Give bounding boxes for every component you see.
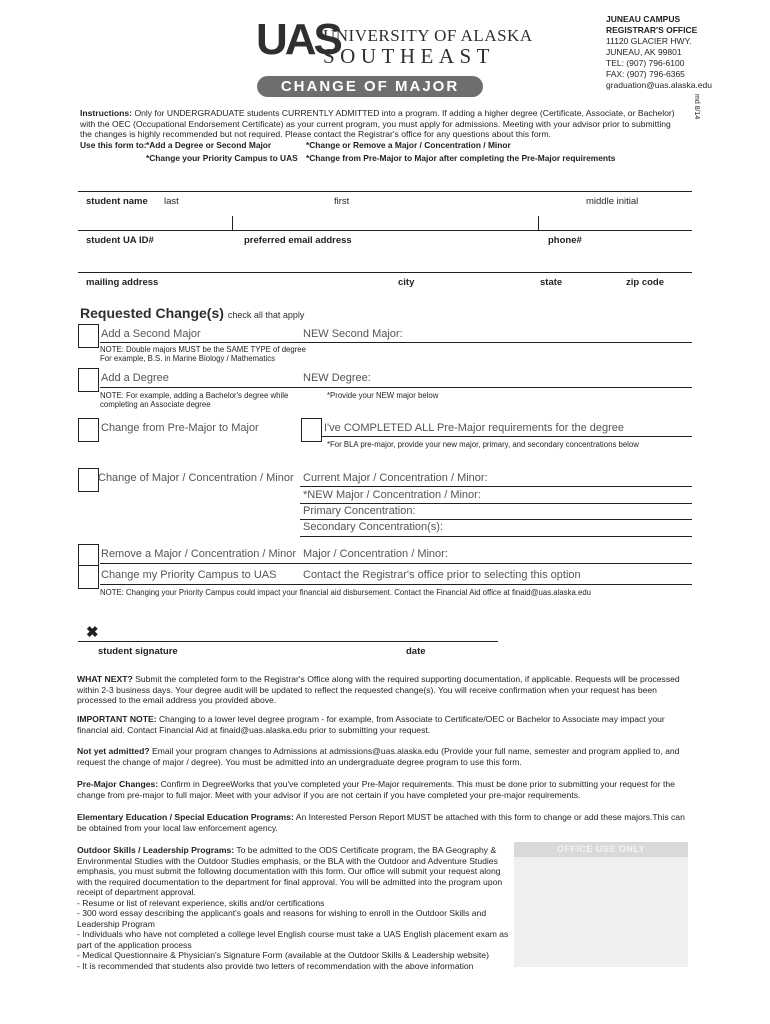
field-divider <box>538 216 539 230</box>
email-label: preferred email address <box>244 235 352 246</box>
provide-new-major-note: *Provide your NEW major below <box>327 391 439 400</box>
education-programs-section <box>77 812 689 833</box>
pre-major-label: Change from Pre-Major to Major <box>101 422 259 434</box>
logo-university-text: UNIVERSITY OF ALASKA <box>323 26 533 45</box>
instructions-text: Only for UNDERGRADUATE students CURRENTLY ADMITTED into a program. If adding a higher degree (Certificate, Associate, or Bachelor) with the OEC (Occupational Endorsement Certificate) as your current program, you must apply for admissions. Meeting with your advisor prior to submitting the changes is highly recommended but not required. Please contact the Registrar's office for any questions about this form. <box>80 108 675 139</box>
use-item: *Change from Pre-Major to Major after completing the Pre-Major requirements <box>306 153 616 163</box>
primary-concentration-line[interactable] <box>300 519 692 520</box>
outdoor-skills-section <box>77 845 511 971</box>
second-major-line[interactable] <box>100 342 692 343</box>
office-use-box <box>514 842 688 967</box>
section-label: Not yet admitted? <box>77 746 150 756</box>
new-degree-label: NEW Degree: <box>303 372 371 384</box>
use-item: *Change or Remove a Major / Concentration / Minor <box>306 140 511 150</box>
section-text: Changing to a lower level degree program - for example, from Associate to Certificate/OEC or Bachelor to Associate may impact your financial aid. Contact Financial Aid at finaid@uas.alaska.edu prior to submitting your request. <box>77 714 665 735</box>
new-major-line[interactable] <box>300 503 692 504</box>
id-email-phone-line[interactable] <box>78 230 692 231</box>
outdoor-item: - 300 word essay describing the applicant's goals and reasons for wishing to enroll in the Outdoor Skills and Leadership Program <box>77 908 487 929</box>
last-label: last <box>164 196 179 207</box>
not-admitted-section <box>77 746 689 767</box>
revision-code: md 8/14 <box>693 94 700 120</box>
remove-major-line[interactable] <box>100 563 692 564</box>
signature-line[interactable] <box>78 641 498 642</box>
priority-campus-checkbox[interactable] <box>78 565 99 589</box>
section-label: Elementary Education / Special Education Programs: <box>77 812 294 822</box>
office-line: JUNEAU CAMPUS <box>606 14 681 24</box>
logo-southeast-text: SOUTHEAST <box>323 44 496 68</box>
section-text: Confirm in DegreeWorks that you've completed your Pre-Major requirements. This must be done prior to submitting your request for the change from pre-major to full major. Meet with your advisor if you are not certain if you have completed your pre-major requirements. <box>77 779 675 800</box>
use-item: *Change your Priority Campus to UAS <box>146 153 298 163</box>
current-major-line[interactable] <box>300 486 692 487</box>
phone-label: phone# <box>548 235 582 246</box>
office-email: graduation@uas.alaska.edu <box>606 80 712 90</box>
state-label: state <box>540 277 563 288</box>
zip-code-label: zip code <box>626 277 665 288</box>
student-signature-label: student signature <box>98 646 178 657</box>
pre-major-changes-section <box>77 779 689 800</box>
section-text: To be admitted to the ODS Certificate program, the BA Geography & Environmental Studies with the Outdoor Studies emphasis, or the BLA with the Outdoor and Adventure Studies emphasis, you must submit the following documentation with this form. Our office will submit your request along with the required documentation to the department for final approval. You will be admitted into the program upon receipt of department approval. <box>77 845 503 897</box>
first-label: first <box>334 196 350 207</box>
heading-text: Requested Change(s) <box>80 305 224 321</box>
important-note-section <box>77 714 689 735</box>
office-use-header: OFFICE USE ONLY <box>514 842 688 857</box>
contact-registrar-label: Contact the Registrar's office prior to selecting this option <box>303 569 581 581</box>
office-line: REGISTRAR'S OFFICE <box>606 25 698 35</box>
second-major-note-2: For example, B.S. in Marine Biology / Mathematics <box>100 354 276 363</box>
second-major-note-1: NOTE: Double majors MUST be the SAME TYPE of degree <box>100 345 306 354</box>
remove-major-label: Remove a Major / Concentration / Minor <box>101 548 297 560</box>
use-item: *Add a Degree or Second Major <box>146 140 272 150</box>
office-line: FAX: (907) 796-6365 <box>606 69 685 79</box>
section-label: Pre-Major Changes: <box>77 779 159 789</box>
instructions <box>80 108 680 140</box>
secondary-concentration-line[interactable] <box>300 536 692 537</box>
outdoor-item: - Medical Questionnaire & Physician's Signature Form (available at the Outdoor Skills & Leadership website) <box>77 950 489 960</box>
date-label: date <box>406 646 426 657</box>
section-label: IMPORTANT NOTE: <box>77 714 157 724</box>
campus-note: NOTE: Changing your Priority Campus could impact your financial aid disbursement. Contact the Financial Aid office at finaid@uas.alaska.edu <box>100 588 591 597</box>
add-degree-checkbox[interactable] <box>78 368 99 392</box>
office-line: JUNEAU, AK 99801 <box>606 47 682 57</box>
degree-line[interactable] <box>100 387 692 388</box>
heading-note: check all that apply <box>227 310 305 320</box>
pre-major-line <box>322 436 692 437</box>
outdoor-item: - Resume or list of relevant experience, skills and/or certifications <box>77 897 325 908</box>
office-line: TEL: (907) 796-6100 <box>606 58 685 68</box>
major-conc-minor-label: Major / Concentration / Minor: <box>303 548 448 560</box>
priority-campus-label: Change my Priority Campus to UAS <box>101 569 277 581</box>
field-divider <box>232 216 233 230</box>
city-label: city <box>398 277 415 288</box>
student-name-label: student name <box>86 196 148 207</box>
section-label: WHAT NEXT? <box>77 674 133 684</box>
uas-logo: UAS <box>256 15 340 64</box>
signature-x-icon: ✖ <box>86 624 99 641</box>
section-text: Email your program changes to Admissions at admissions@uas.alaska.edu (Provide your full name, semester and program applied to, and request the change of major / degree). You must be admitted into an undergraduate degree program to use this form. <box>77 746 680 767</box>
add-second-major-checkbox[interactable] <box>78 324 99 348</box>
student-id-label: student UA ID# <box>86 235 154 246</box>
pre-major-checkbox[interactable] <box>78 418 99 442</box>
completed-requirements-label: I've COMPLETED ALL Pre-Major requirements for the degree <box>324 422 625 434</box>
mailing-address-label: mailing address <box>86 277 159 288</box>
form-title: CHANGE OF MAJOR <box>257 76 483 97</box>
add-second-major-label: Add a Second Major <box>101 328 201 340</box>
primary-concentration-label: Primary Concentration: <box>303 505 416 517</box>
bla-note: *For BLA pre-major, provide your new major, primary, and secondary concentrations below <box>327 440 639 449</box>
outdoor-item: - It is recommended that students also provide two letters of recommendation with the above information <box>77 960 474 971</box>
add-degree-label: Add a Degree <box>101 372 169 384</box>
section-text: Submit the completed form to the Registrar's Office along with the required supporting documentation, if applicable. Requests will be processed within 2-3 business days. Your degree audit will be updated to reflect the requested change(s). You will receive confirmation when your request has been processed to the email address you provided above. <box>77 674 680 705</box>
what-next-section <box>77 674 689 706</box>
address-line[interactable] <box>78 272 692 273</box>
change-major-checkbox[interactable] <box>78 468 99 492</box>
section-text: An Interested Person Report MUST be attached with this form to change or add these majors.This can be obtained from your local law enforcement agency. <box>77 812 685 833</box>
degree-note-2: completing an Associate degree <box>100 400 211 409</box>
secondary-concentration-label: Secondary Concentration(s): <box>303 521 444 533</box>
degree-note-1: NOTE: For example, adding a Bachelor's degree while <box>100 391 289 400</box>
middle-initial-label: middle initial <box>586 196 639 207</box>
instructions-label: Instructions: <box>80 108 133 118</box>
name-line[interactable] <box>78 191 692 192</box>
new-major-label: *NEW Major / Concentration / Minor: <box>303 489 481 501</box>
registrar-office-address <box>606 14 712 91</box>
use-label: Use this form to: <box>80 140 147 150</box>
change-major-label: Change of Major / Concentration / Minor <box>98 472 294 484</box>
outdoor-item: - Individuals who have not completed a college level English course must take a UAS English placement exam as part of the application process <box>77 929 509 950</box>
completed-requirements-checkbox[interactable] <box>301 418 322 442</box>
section-label: Outdoor Skills / Leadership Programs: <box>77 845 235 855</box>
office-line: 11120 GLACIER HWY. <box>606 36 692 46</box>
priority-campus-line <box>100 584 692 585</box>
current-major-label: Current Major / Concentration / Minor: <box>303 472 488 484</box>
new-second-major-label: NEW Second Major: <box>303 328 403 340</box>
requested-changes-heading <box>80 305 304 321</box>
